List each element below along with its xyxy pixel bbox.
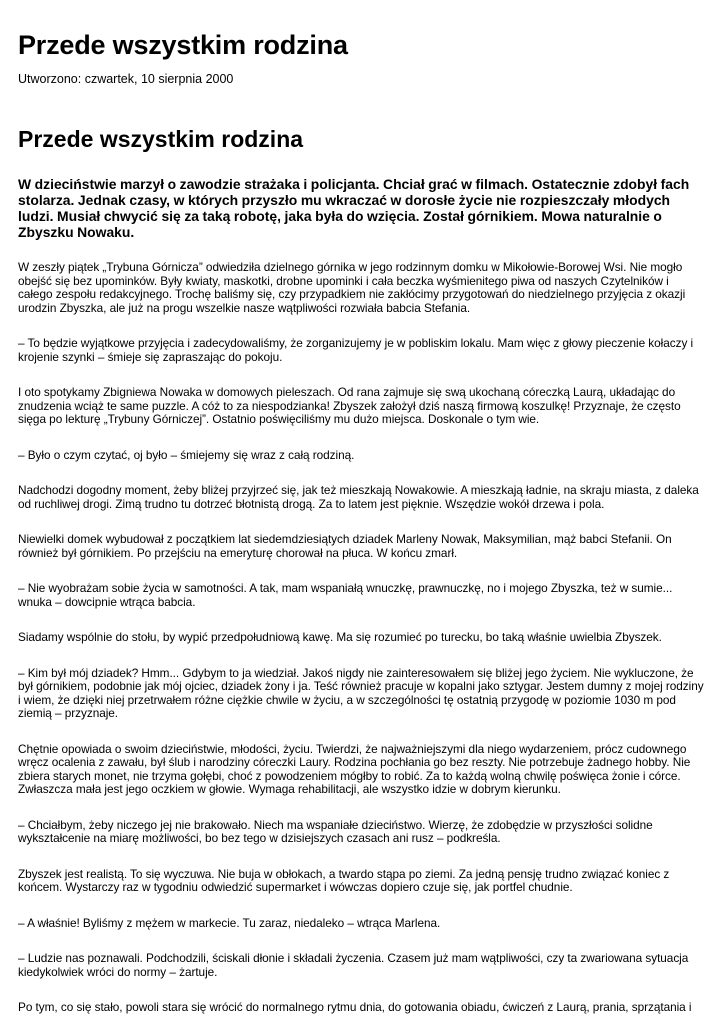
article-title: Przede wszystkim rodzina	[18, 126, 304, 152]
created-date: Utworzono: czwartek, 10 sierpnia 2000	[18, 72, 234, 86]
paragraph: – Chciałbym, żeby niczego jej nie brakowało. Niech ma wspaniałe dzieciństwo. Wierzę, że zdobędzie w przyszłości solidne wykształcenie na miarę możliwości, bo bez tego w dzisiejszych czasach ani rusz – podkreśla.	[18, 817, 653, 845]
paragraph: – Ludzie nas poznawali. Podchodzili, ściskali dłonie i składali życzenia. Czasem już mam wątpliwości, czy ta zwariowana sytuacja kiedykolwiek wróci do normy – żartuje.	[18, 951, 689, 979]
paragraph: – A właśnie! Byliśmy z mężem w markecie. Tu zaraz, niedaleko – wtrąca Marlena.	[18, 915, 441, 930]
paragraph: – To będzie wyjątkowe przyjęcia i zadecydowaliśmy, że zorganizujemy je w pobliskim lokalu. Mam więc z głowy pieczenie kołaczy i krojenie szynki – śmieje się zapraszając do pokoju.	[18, 336, 694, 364]
article-lead: W dzieciństwie marzył o zawodzie strażaka i policjanta. Chciał grać w filmach. Ostatecznie zdobył fach stolarza. Jednak czasy, w których przyszło mu wkraczać w dorosłe życie nie rozpieszczały młodych ludzi. Musiał chwycić się za taką robotę, jaka była do wzięcia. Został górnikiem. Mowa naturalnie o Zbyszku Nowaku.	[18, 176, 690, 240]
paragraph: Zbyszek jest realistą. To się wyczuwa. Nie buja w obłokach, a twardo stąpa po ziemi. Za jedną pensję trudno związać koniec z końcem. Wystarczy raz w tygodniu odwiedzić supermarket i wówczas dopiero czuje się, jak portfel chudnie.	[18, 866, 670, 894]
document-title: Przede wszystkim rodzina	[18, 30, 348, 60]
paragraph: – Kim był mój dziadek? Hmm... Gdybym to ja wiedział. Jakoś nigdy nie zainteresowałem się bliżej jego życiem. Nie wykluczone, że był górnikiem, podobnie jak mój ojciec, dziadek żony i ja. Teść również pracuje w kopalni jako sztygar. Jestem dumny z mojej rodziny i wiem, że dzięki niej przetrwałem różne ciężkie chwile w życiu, a w szczególności tę ostatnią przygodę w poziomie 1030 m pod ziemią – przyznaje.	[18, 665, 704, 720]
document-page	[18, 0, 708, 1024]
paragraph: Siadamy wspólnie do stołu, by wypić przedpołudniową kawę. Ma się rozumieć po turecku, bo taką właśnie uwielbia Zbyszek.	[18, 630, 662, 644]
paragraph: – Było o czym czytać, oj było – śmiejemy się wraz z całą rodziną.	[18, 447, 355, 462]
paragraph: Niewielki domek wybudował z początkiem lat siedemdziesiątych dziadek Marleny Nowak, Maksymilian, mąż babci Stefanii. On również był górnikiem. Po przejściu na emeryturę chorował na płuca. W końcu zmarł.	[18, 532, 672, 560]
paragraph: I oto spotykamy Zbigniewa Nowaka w domowych pieleszach. Od rana zajmuje się swą ukochaną córeczką Laurą, układając do znudzenia wciąż te same puzzle. A cóż to za niespodzianka! Zbyszek założył dziś naszą firmową koszulkę! Przyznaje, że często sięga po lekturę „Trybuny Górniczej”. Ostatnio poświęciliśmy mu dużo miejsca. Doskonale o tym wie.	[18, 385, 681, 426]
article-body	[18, 261, 706, 1024]
paragraph: W zeszły piątek „Trybuna Górnicza” odwiedziła dzielnego górnika w jego rodzinnym domku w Mikołowie-Borowej Wsi. Nie mogło obejść się bez upominków. Były kwiaty, maskotki, drobne upominki i cała beczka wyśmienitego piwa od naszych Czytelników i całego zespołu redakcyjnego. Trochę baliśmy się, czy przypadkiem nie zakłócimy przygotowań do niedzielnego przyjęcia z okazji urodzin Zbyszka, ale już na progu wszelkie nasze wątpliwości rozwiała babcia Stefania.	[18, 260, 686, 315]
paragraph: – Nie wyobrażam sobie życia w samotności. A tak, mam wspaniałą wnuczkę, prawnuczkę, no i mojego Zbyszka, też w sumie... wnuka – dowcipnie wtrąca babcia.	[18, 581, 673, 609]
paragraph: Nadchodzi dogodny moment, żeby bliżej przyjrzeć się, jak też mieszkają Nowakowie. A mieszkają ładnie, na skraju miasta, z daleka od ruchliwej drogi. Zimą trudno tu dotrzeć błotnistą drogą. Za to latem jest pięknie. Wszędzie wokół drzewa i pola.	[18, 483, 699, 511]
paragraph: Po tym, co się stało, powoli stara się wrócić do normalnego rytmu dnia, do gotowania obiadu, ćwiczeń z Laurą, prania, sprzątania i	[18, 1000, 692, 1014]
paragraph: Chętnie opowiada o swoim dzieciństwie, młodości, życiu. Twierdzi, że najważniejszymi dla niego wydarzeniem, prócz cudownego wręcz ocalenia z zawału, był ślub i narodziny córeczki Laury. Rodzina pochłania go bez reszty. Nie potrzebuje żadnego hobby. Nie zbiera starych monet, nie trzyma gołębi, choć z powodzeniem mógłby to robić. Za to każdą wolną chwilę poświęca żonie i córce. Zwłaszcza mała jest jego oczkiem w głowie. Wymaga rehabilitacji, ale wszystko idzie w dobrym kierunku.	[18, 741, 691, 796]
